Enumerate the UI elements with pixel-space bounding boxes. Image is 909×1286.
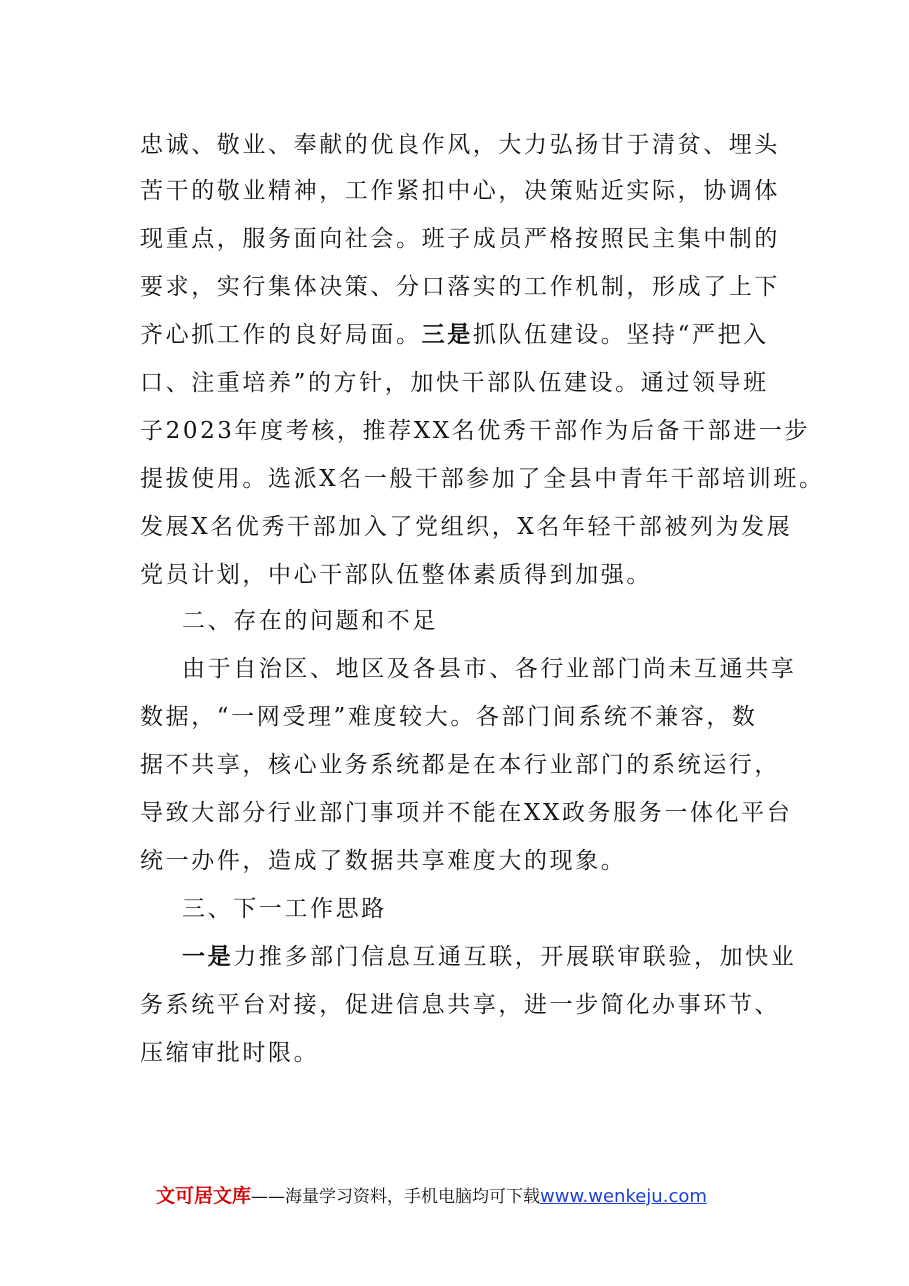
body-line-6: 口、注重培养”的方针，加快干部队伍建设。通过领导班: [140, 370, 769, 396]
section-heading-2: 二、存在的问题和不足: [182, 608, 438, 634]
section2-line-1: 由于自治区、地区及各县市、各行业部门尚未互通共享: [182, 656, 797, 682]
body-line-7: 子2023年度考核，推荐XX名优秀干部作为后备干部进一步: [140, 418, 811, 444]
section2-line-3: 据不共享，核心业务系统都是在本行业部门的系统运行，: [140, 752, 780, 778]
section3-line-1-text: 力推多部门信息互通互联，开展联审联验，加快业: [233, 944, 797, 970]
body-line-5: [140, 320, 769, 350]
emphasis-san-shi: 三是: [421, 321, 473, 348]
body-line-5-start: 齐心抓工作的良好局面。: [140, 322, 422, 348]
footer-banner: [156, 1183, 707, 1209]
body-line-3: 现重点，服务面向社会。班子成员严格按照民主集中制的: [140, 226, 780, 252]
footer-tagline: ——海量学习资料，手机电脑均可下载: [251, 1187, 541, 1207]
section-heading-3: 三、下一工作思路: [182, 896, 387, 922]
body-line-10: 党员计划，中心干部队伍整体素质得到加强。: [140, 562, 652, 588]
section2-line-2: 数据，“一网受理”难度较大。各部门间系统不兼容，数: [140, 704, 758, 730]
emphasis-yi-shi: 一是: [182, 943, 234, 970]
body-line-2: 苦干的敬业精神，工作紧扣中心，决策贴近实际，协调体: [140, 178, 780, 204]
footer-brand: 文可居文库: [156, 1185, 252, 1207]
body-line-8: 提拔使用。选派X名一般干部参加了全县中青年干部培训班。: [140, 466, 825, 492]
body-line-5-end: 抓队伍建设。坚持“严把入: [472, 322, 769, 348]
section2-line-4: 导致大部分行业部门事项并不能在XX政务服务一体化平台: [140, 800, 793, 826]
section3-line-2: 务系统平台对接，促进信息共享，进一步简化办事环节、: [140, 992, 780, 1018]
section3-line-1: [182, 942, 796, 972]
section2-line-5: 统一办件，造成了数据共享难度大的现象。: [140, 848, 627, 874]
body-line-4: 要求，实行集体决策、分口落实的工作机制，形成了上下: [140, 274, 780, 300]
body-line-1: 忠诚、敬业、奉献的优良作风，大力弘扬甘于清贫、埋头: [140, 132, 780, 158]
body-line-9: 发展X名优秀干部加入了党组织，X名年轻干部被列为发展: [140, 514, 793, 540]
footer-url-link[interactable]: www.wenkeju.com: [540, 1186, 707, 1207]
section3-line-3: 压缩审批时限。: [140, 1040, 320, 1066]
